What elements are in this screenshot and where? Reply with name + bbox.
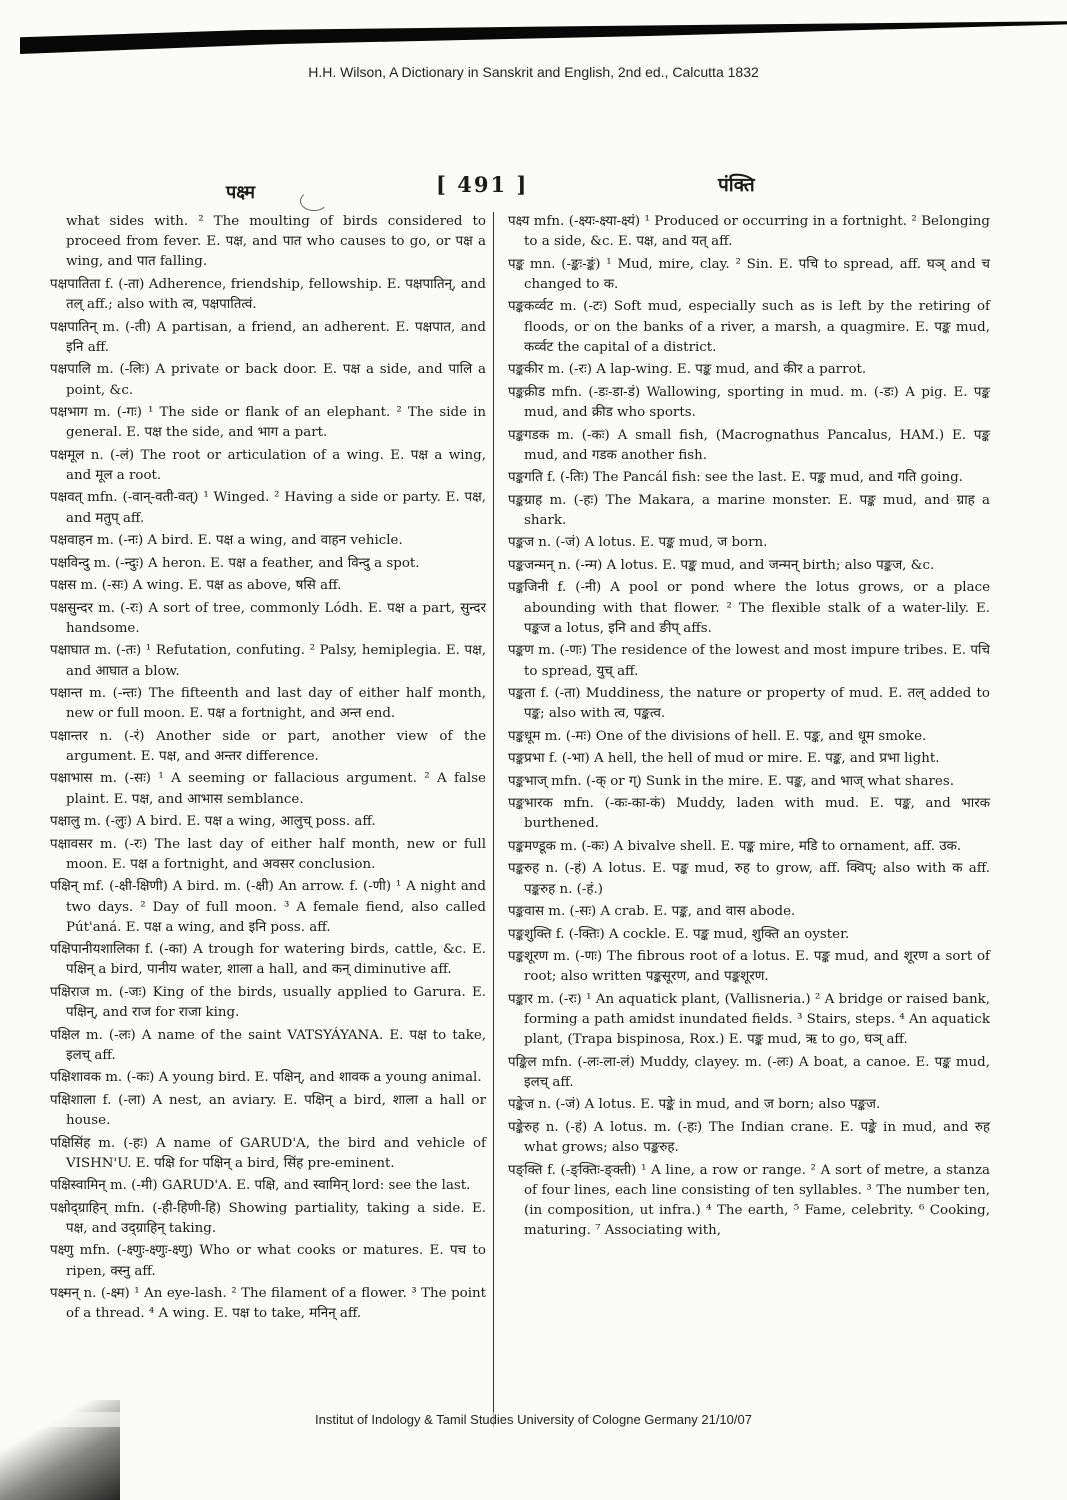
dictionary-entry: पक्षान्तर n. (-रं) Another side or part, another view of the argument. E. पक्ष, and अन्तर difference. (50, 728, 486, 764)
dictionary-entry: पङ्कशूरण m. (-णः) The fibrous root of a lotus. E. पङ्क mud, and शूरण a sort of root; also written पङ्कसूरण, and पङ्कशूरण. (508, 949, 990, 985)
dictionary-entry: पक्ष्मन् n. (-क्ष्म) ¹ An eye-lash. ² The filament of a flower. ³ The point of a thread. ⁴ A wing. E. पक्ष to take, मनिन् aff. (50, 1286, 486, 1322)
dictionary-entry: पङ्कधूम m. (-मः) One of the divisions of hell. E. पङ्क, and धूम smoke. (508, 728, 927, 744)
institute-footer: Institut of Indology & Tamil Studies University of Cologne Germany 21/10/07 (0, 1412, 1067, 1427)
dictionary-entry: पङ्ककीर m. (-रः) A lap-wing. E. पङ्क mud, and कीर a parrot. (508, 362, 867, 378)
dictionary-entry: पक्षविन्दु m. (-न्दुः) A heron. E. पक्ष a feather, and विन्दु a spot. (50, 555, 420, 571)
dictionary-entry: पक्षिन् mf. (-क्षी-क्षिणी) A bird. m. (-क्षी) An arrow. f. (-णी) ¹ A night and two days. ² Day of full moon. ³ A female fiend, also called Pút'aná. E. पक्ष a wing, and इनि poss. aff. (50, 879, 486, 935)
dictionary-entry: पक्षपालि m. (-लिः) A private or back door. E. पक्ष a side, and पालि a point, &c. (50, 362, 486, 398)
dictionary-entry: पक्षिराज m. (-जः) King of the birds, usually applied to Garura. E. पक्षिन्, and राज for राजा king. (50, 984, 486, 1021)
dictionary-entry: पक्षाघात m. (-तः) ¹ Refutation, confuting. ² Palsy, hemiplegia. E. पक्ष, and आघात a blow. (50, 643, 486, 679)
pencil-mark (300, 191, 328, 211)
dictionary-entry: पक्ष्णु mfn. (-क्ष्णुः-क्ष्णुः-क्ष्णु) Who or what cooks or matures. E. पच to ripen, क्स्नु aff. (50, 1243, 486, 1279)
dictionary-entry: पक्षोद्ग्राहिन् mfn. (-ही-हिणी-हि) Showing partiality, taking a side. E. पक्ष, and उद्ग्राहिन् taking. (50, 1200, 486, 1236)
dictionary-entry: पक्षवाहन m. (-नः) A bird. E. पक्ष a wing, and वाहन vehicle. (50, 533, 403, 549)
dictionary-entry: पङ्कप्रभा f. (-भा) A hell, the hell of mud or mire. E. पङ्क, and प्रभा light. (508, 751, 940, 767)
dictionary-entry: पङ्कता f. (-ता) Muddiness, the nature or property of mud. E. तल् added to पङ्क; also with त्व, पङ्कत्व. (508, 686, 990, 722)
dictionary-entry: पङ्कण m. (-णः) The residence of the lowest and most impure tribes. E. पचि to spread, युच् aff. (508, 643, 990, 679)
dictionary-entry: what sides with. ² The moulting of birds considered to proceed from fever. E. पक्ष, and पात who causes to go, or पक्ष a wing, and पात falling. (66, 214, 486, 270)
dictionary-entry: पङ्केरुह n. (-हं) A lotus. m. (-हः) The Indian crane. E. पङ्के in mud, and रुह what grows; also पङ्करुह. (508, 1119, 990, 1156)
dictionary-entry: पक्षावसर m. (-रः) The last day of either half month, new or full moon. E. पक्ष a fortnight, and अवसर conclusion. (50, 836, 486, 872)
dictionary-entry: पङ्कमण्डूक m. (-कः) A bivalve shell. E. पङ्क mire, मडि to ornament, aff. उक. (508, 838, 962, 854)
dictionary-entry: पङ्कगडक m. (-कः) A small fish, (Macrognathus Pancalus, HAM.) E. पङ्क mud, and गडक another fish. (508, 427, 990, 463)
dictionary-entry: पङ्करुह n. (-हं) A lotus. E. पङ्क mud, रुह to grow, aff. क्विप्; also with क aff. पङ्करुह n. (-हं.) (508, 861, 990, 897)
scan-edge-bar (20, 14, 1067, 54)
dictionary-entry: पक्षभाग m. (-गः) ¹ The side or flank of an elephant. ² The side in general. E. पक्ष the side, and भाग a part. (50, 405, 486, 441)
dictionary-entry: पङ्क्ति f. (-ङ्क्तिः-ङ्क्ती) ¹ A line, a row or range. ² A sort of metre, a stanza of four lines, each line consisting of ten syllables. ³ The number ten, (in composition, ut infra.) ⁴ The earth, ⁵ Fame, celebrity. ⁶ Cooking, maturing. ⁷ Associating with, (508, 1162, 990, 1239)
dictionary-entry: पङ्ककर्व्वट m. (-टः) Soft mud, especially such as is left by the retiring of floods, or on the banks of a river, a marsh, a quagmire. E. पङ्क mud, कर्व्वट the capital of a district. (508, 299, 990, 355)
dictionary-entry: पङ्कज n. (-जं) A lotus. E. पङ्क mud, ज born. (508, 535, 768, 551)
dictionary-entry: पक्षसुन्दर m. (-रः) A sort of tree, commonly Lódh. E. पक्ष a part, सुन्दर handsome. (50, 600, 486, 636)
dictionary-entry: पङ्कग्राह m. (-हः) The Makara, a marine monster. E. पङ्क mud, and ग्राह a shark. (508, 492, 990, 528)
dictionary-entry: पङ्कगति f. (-तिः) The Pancál fish: see the last. E. पङ्क mud, and गति going. (508, 470, 963, 486)
dictionary-entry: पङ्कजिनी f. (-नी) A pool or pond where the lotus grows, or a place abounding with that flower. ² The flexible stalk of a water-lily. E. पङ्कज a lotus, इनि and ङीप् affs. (508, 580, 990, 636)
dictionary-entry: पक्षपातिता f. (-ता) Adherence, friendship, fellowship. E. पक्षपातिन्, and तल् aff.; also with त्व, पक्षपातित्वं. (50, 276, 486, 313)
dictionary-entry: पक्षिल m. (-लः) A name of the saint VATSYÁYANA. E. पक्ष to take, इलच् aff. (50, 1027, 486, 1063)
dictionary-entry: पक्षमूल n. (-लं) The root or articulation of a wing. E. पक्ष a wing, and मूल a root. (50, 447, 486, 483)
dictionary-entry: पक्ष्य mfn. (-क्ष्यः-क्ष्या-क्ष्यं) ¹ Produced or occurring in a fortnight. ² Belonging to a side, &c. E. पक्ष, and यत् aff. (508, 214, 990, 250)
page-number: [ 491 ] (436, 172, 529, 197)
dictionary-entry: पङ्कभाज् mfn. (-क् or ग्) Sunk in the mire. E. पङ्क, and भाज् what shares. (508, 773, 954, 789)
dictionary-entry: पङ्किल mfn. (-लः-ला-लं) Muddy, clayey. m. (-लः) A boat, a canoe. E. पङ्क mud, इलच् aff. (508, 1054, 990, 1090)
dictionary-entry: पक्षिशावक m. (-कः) A young bird. E. पक्षिन्, and शावक a young animal. (50, 1070, 482, 1086)
dictionary-entry: पङ्क mn. (-ङ्कः-ङ्कं) ¹ Mud, mire, clay. ² Sin. E. पचि to spread, aff. घञ् and च changed to क. (508, 256, 990, 292)
dictionary-entry: पक्षवत् mfn. (-वान्-वती-वत्) ¹ Winged. ² Having a side or party. E. पक्ष, and मतुप् aff. (50, 490, 486, 526)
dictionary-entry: पङ्कवास m. (-सः) A crab. E. पङ्क, and वास abode. (508, 904, 796, 920)
column-divider (493, 212, 494, 1427)
dictionary-entry: पक्षाभास m. (-सः) ¹ A seeming or fallacious argument. ² A false plaint. E. पक्ष, and आभास semblance. (50, 771, 486, 807)
dictionary-entry: पङ्केज n. (-जं) A lotus. E. पङ्के in mud, and ज born; also पङ्कज. (508, 1097, 881, 1113)
dictionary-entry: पङ्कार m. (-रः) ¹ An aquatick plant, (Vallisneria.) ² A bridge or raised bank, forming a path amidst inundated fields. ³ Stairs, steps. ⁴ An aquatick plant, (Trapa bispinosa, Rox.) E. पङ्क mud, ऋ to go, घञ् aff. (508, 991, 990, 1048)
dictionary-entry: पक्षस m. (-सः) A wing. E. पक्ष as above, षसि aff. (50, 578, 342, 594)
dictionary-entry: पक्षिस्वामिन् m. (-मी) GARUD'A. E. पक्षि, and स्वामिन् lord: see the last. (50, 1178, 471, 1194)
left-running-head: पक्ष्म (226, 182, 255, 203)
dictionary-entry: पक्षिसिंह m. (-हः) A name of GARUD'A, the bird and vehicle of VISHN'U. E. पक्षि for पक्षिन् a bird, सिंह pre-eminent. (50, 1135, 486, 1171)
dictionary-entry: पक्षान्त m. (-न्तः) The fifteenth and last day of either half month, new or full moon. E. पक्ष a fortnight, and अन्त end. (50, 686, 486, 722)
left-column (50, 212, 486, 1327)
dictionary-entry: पक्षिपानीयशालिका f. (-का) A trough for watering birds, cattle, &c. E. पक्षिन् a bird, पानीय water, शाला a hall, and कन् diminutive aff. (50, 942, 486, 978)
right-running-head: पंक्ति (718, 174, 755, 196)
dictionary-entry: पङ्कक्रीड mfn. (-डः-डा-डं) Wallowing, sporting in mud. m. (-डः) A pig. E. पङ्क mud, and क्रीड who sports. (508, 384, 990, 421)
dictionary-entry: पङ्कजन्मन् n. (-न्म) A lotus. E. पङ्क mud, and जन्मन् birth; also पङ्कज, &c. (508, 557, 935, 573)
dictionary-entry: पङ्कशुक्ति f. (-क्तिः) A cockle. E. पङ्क mud, शुक्ति an oyster. (508, 926, 850, 942)
dictionary-entry: पक्षालु m. (-लुः) A bird. E. पक्ष a wing, आलुच् poss. aff. (50, 814, 376, 830)
right-column (508, 212, 990, 1244)
dictionary-entry: पङ्कभारक mfn. (-कः-का-कं) Muddy, laden with mud. E. पङ्क, and भारक burthened. (508, 796, 990, 832)
dictionary-entry: पक्षपातिन् m. (-ती) A partisan, a friend, an adherent. E. पक्षपात, and इनि aff. (50, 319, 486, 355)
source-title: H.H. Wilson, A Dictionary in Sanskrit and English, 2nd ed., Calcutta 1832 (308, 64, 759, 80)
dictionary-entry: पक्षिशाला f. (-ला) A nest, an aviary. E. पक्षिन् a bird, शाला a hall or house. (50, 1092, 486, 1129)
